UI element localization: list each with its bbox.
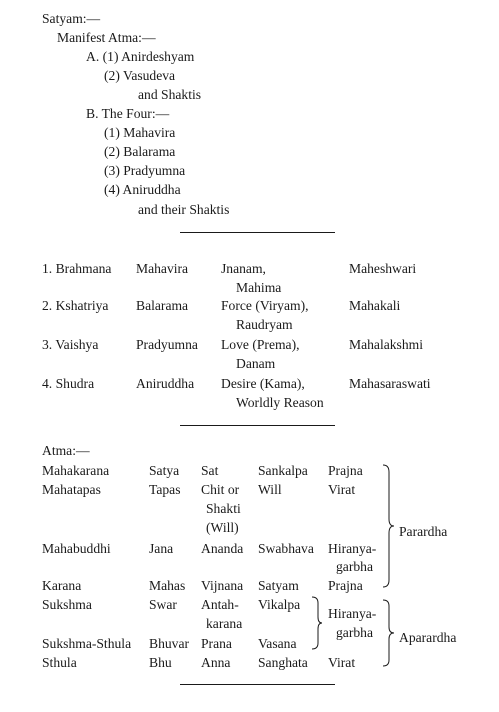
atma-cell: Swabhava <box>258 541 314 556</box>
quality-cell: Jnanam, <box>221 261 266 276</box>
atma-cell: Virat <box>328 482 356 497</box>
shakti-cell: Maheshwari <box>349 261 417 276</box>
right-brace-icon <box>310 596 324 650</box>
atma-cell: Will <box>258 482 282 497</box>
quality-cell-continued: Mahima <box>236 280 282 295</box>
atma-cell: Sankalpa <box>258 463 308 478</box>
atma-heading: Atma:— <box>42 443 90 458</box>
shakti-cell: Mahakali <box>349 298 401 313</box>
outline-b4: (4) Aniruddha <box>104 182 181 197</box>
atma-cell: Anna <box>201 655 231 670</box>
atma-cell: Antah- <box>201 597 239 612</box>
deity-cell: Pradyumna <box>136 337 198 352</box>
atma-cell: Prajna <box>328 463 363 478</box>
atma-cell: (Will) <box>206 520 239 535</box>
atma-cell: Sukshma-Sthula <box>42 636 132 651</box>
deity-cell: Balarama <box>136 298 189 313</box>
manifest-atma-heading: Manifest Atma:— <box>57 30 156 45</box>
deity-cell: Mahavira <box>136 261 189 276</box>
deity-cell: Aniruddha <box>136 376 195 391</box>
atma-cell: Hiranya- <box>328 541 377 556</box>
varna-cell: 1. Brahmana <box>42 261 112 276</box>
quality-cell: Desire (Kama), <box>221 376 305 391</box>
outline-b3: (3) Pradyumna <box>104 163 186 178</box>
atma-cell: Karana <box>42 578 82 593</box>
outline-b0: B. The Four:— <box>86 106 170 121</box>
atma-cell: Shakti <box>206 501 241 516</box>
right-brace-icon <box>381 599 397 667</box>
hiranya-group-label-top: Hiranya- <box>328 606 377 621</box>
parardha-label: Parardha <box>399 524 448 539</box>
quality-cell-continued: Raudryam <box>236 317 293 332</box>
section-divider <box>180 232 335 233</box>
atma-cell: Vijnana <box>201 578 244 593</box>
atma-cell: Vikalpa <box>258 597 301 612</box>
atma-cell: Swar <box>149 597 177 612</box>
atma-cell: Sukshma <box>42 597 92 612</box>
atma-cell: Satyam <box>258 578 299 593</box>
atma-cell: Bhu <box>149 655 172 670</box>
shakti-cell: Mahasaraswati <box>349 376 431 391</box>
outline-a2: (2) Vasudeva <box>104 68 176 83</box>
quality-cell-continued: Worldly Reason <box>236 395 324 410</box>
shakti-cell: Mahalakshmi <box>349 337 423 352</box>
atma-cell: Mahatapas <box>42 482 101 497</box>
atma-cell: Prana <box>201 636 232 651</box>
atma-cell: Chit or <box>201 482 240 497</box>
outline-b2: (2) Balarama <box>104 144 176 159</box>
atma-cell: Vasana <box>258 636 297 651</box>
atma-cell: Prajna <box>328 578 363 593</box>
varna-cell: 4. Shudra <box>42 376 95 391</box>
atma-cell: Mahas <box>149 578 186 593</box>
outline-a3: and Shaktis <box>138 87 202 102</box>
atma-cell: garbha <box>336 559 373 574</box>
outline-a1: A. (1) Anirdeshyam <box>86 49 195 64</box>
outline-b5: and their Shaktis <box>138 202 230 217</box>
hiranya-group-label-bottom: garbha <box>336 625 373 640</box>
atma-cell: Mahabuddhi <box>42 541 111 556</box>
atma-cell: Sat <box>201 463 219 478</box>
quality-cell: Love (Prema), <box>221 337 300 352</box>
aparardha-label: Aparardha <box>399 630 457 645</box>
quality-cell-continued: Danam <box>236 356 276 371</box>
atma-cell: Ananda <box>201 541 244 556</box>
atma-cell: Bhuvar <box>149 636 190 651</box>
satyam-heading: Satyam:— <box>42 11 101 26</box>
outline-b1: (1) Mahavira <box>104 125 176 140</box>
atma-cell: Tapas <box>149 482 181 497</box>
section-divider <box>180 425 335 426</box>
atma-cell: Virat <box>328 655 356 670</box>
atma-cell: Sthula <box>42 655 77 670</box>
section-divider <box>180 684 335 685</box>
varna-cell: 3. Vaishya <box>42 337 99 352</box>
atma-cell: Jana <box>149 541 174 556</box>
atma-cell: karana <box>206 616 243 631</box>
atma-cell: Mahakarana <box>42 463 110 478</box>
quality-cell: Force (Viryam), <box>221 298 309 313</box>
right-brace-icon <box>381 464 397 588</box>
varna-cell: 2. Kshatriya <box>42 298 109 313</box>
atma-cell: Satya <box>149 463 180 478</box>
atma-cell: Sanghata <box>258 655 308 670</box>
